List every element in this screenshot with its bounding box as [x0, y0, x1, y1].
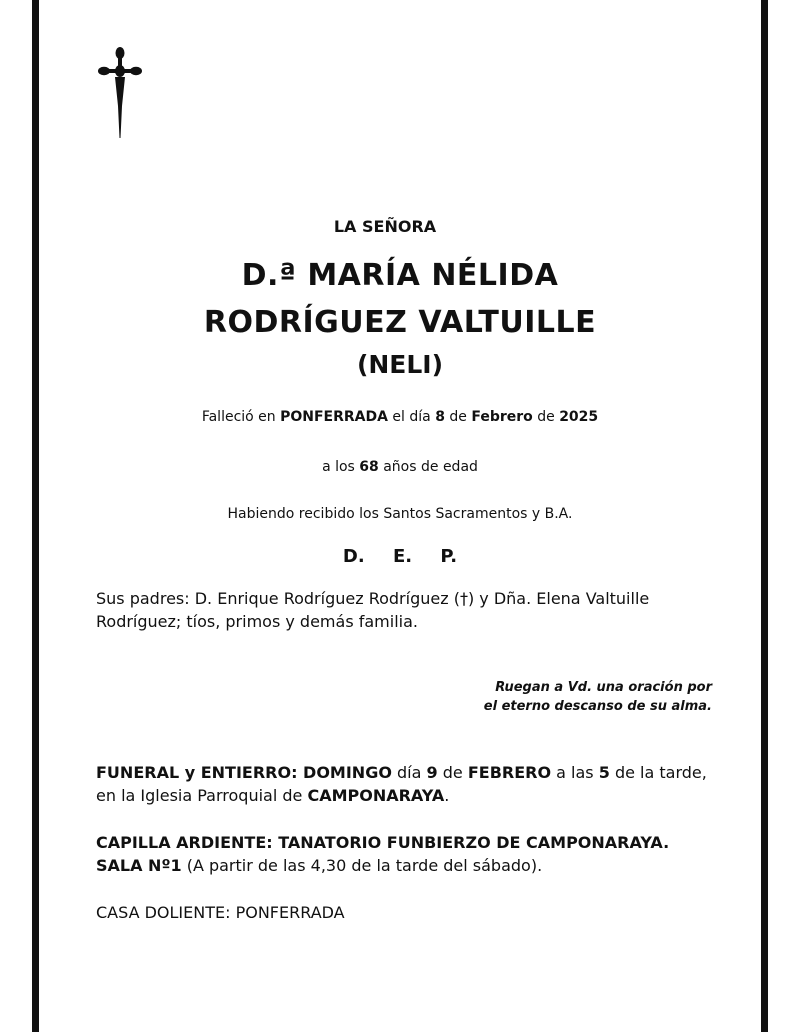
funeral-line-2: en la Iglesia Parroquial de CAMPONARAYA. — [96, 786, 450, 805]
death-announcement: Falleció en PONFERRADA el día 8 de Febrero de 2025 — [201, 409, 599, 425]
funeral-line-1: FUNERAL y ENTIERRO: DOMINGO día 9 de FEBRERO a las 5 de la tarde, — [96, 763, 707, 782]
death-place: PONFERRADA — [280, 409, 388, 425]
family-line-1: Sus padres: D. Enrique Rodríguez Rodríguez (†) y Dña. Elena Valtuille — [96, 589, 650, 608]
prayer-line-1: Ruegan a Vd. una oración por — [495, 680, 712, 695]
chapel-line-1: CAPILLA ARDIENTE: TANATORIO FUNBIERZO DE CAMPONARAYA. — [96, 833, 670, 852]
santiago-cross-icon — [98, 46, 142, 138]
funeral-weekday: DOMINGO — [303, 763, 392, 782]
deceased-nickname: (NELI) — [356, 350, 444, 379]
family-paragraph — [96, 587, 726, 633]
chapel-details — [96, 831, 726, 877]
age-years: 68 — [359, 459, 379, 475]
sacraments-line: Habiendo recibido los Santos Sacramentos y B.A. — [227, 506, 573, 522]
funeral-hour: 5 — [598, 763, 610, 782]
mourning-house: CASA DOLIENTE: PONFERRADA — [96, 903, 345, 922]
prayer-request — [484, 678, 712, 716]
death-year: 2025 — [559, 409, 599, 425]
funeral-month: FEBRERO — [467, 763, 552, 782]
death-day: 8 — [435, 409, 445, 425]
prayer-line-2: el eterno descanso de su alma. — [483, 699, 712, 714]
funeral-details — [96, 761, 726, 807]
funeral-place: CAMPONARAYA — [307, 786, 445, 805]
deceased-name-line-2: RODRÍGUEZ VALTUILLE — [203, 305, 597, 340]
family-line-2: Rodríguez; tíos, primos y demás familia. — [96, 612, 418, 631]
age-line: a los 68 años de edad — [322, 459, 478, 475]
funeral-label: FUNERAL y ENTIERRO — [96, 763, 292, 782]
chapel-room: SALA Nº1 — [96, 856, 182, 875]
dep-initials: D. E. P. — [342, 546, 458, 567]
funeral-day: 9 — [426, 763, 438, 782]
death-month: Febrero — [471, 409, 533, 425]
chapel-line-2: SALA Nº1 (A partir de las 4,30 de la tarde del sábado). — [96, 856, 543, 875]
title-prefix: LA SEÑORA — [333, 217, 437, 236]
deceased-name-line-1: D.ª MARÍA NÉLIDA — [241, 258, 559, 293]
